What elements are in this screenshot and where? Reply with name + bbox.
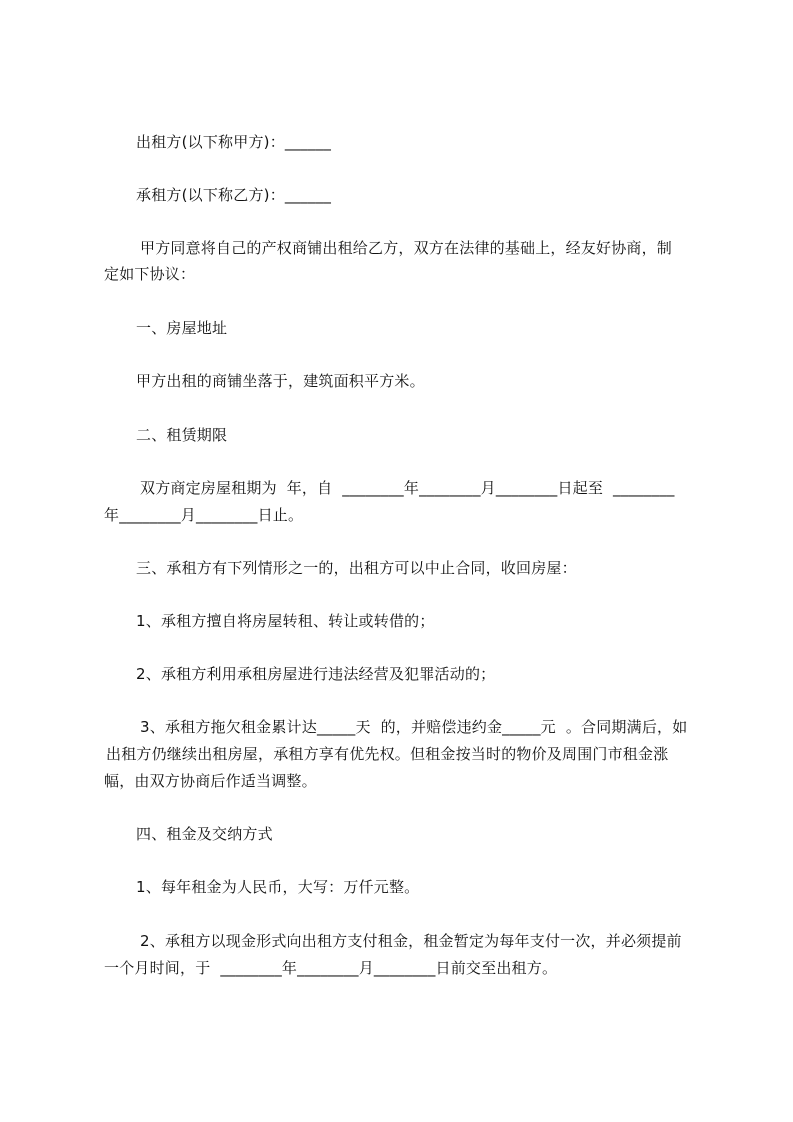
- lessor-line: 出租方(以下称甲方)：______: [136, 133, 332, 151]
- intro-line-2: 定如下协议：: [104, 265, 196, 283]
- section2-body-line-2: 年________月________日止。: [104, 506, 304, 524]
- section3-item1: 1、承租方擅自将房屋转租、转让或转借的；: [136, 612, 435, 630]
- lessee-line: 承租方(以下称乙方)：______: [136, 186, 332, 204]
- section1-body: 甲方出租的商铺坐落于，建筑面积平方米。: [136, 372, 425, 390]
- section3-item2: 2、承租方利用承租房屋进行违法经营及犯罪活动的；: [136, 665, 496, 683]
- section1-heading: 一、房屋地址: [136, 319, 228, 337]
- section3-item3-line-3: 幅，由双方协商后作适当调整。: [104, 772, 317, 790]
- section4-item2-line-1: 2、承租方以现金形式向出租方支付租金，租金暂定为每年支付一次，并必须提前: [140, 932, 682, 950]
- intro-line-1: 甲方同意将自己的产权商铺出租给乙方，双方在法律的基础上，经友好协商，制: [140, 239, 673, 257]
- section4-heading: 四、租金及交纳方式: [136, 825, 273, 843]
- section3-item3-line-2: 出租方仍继续出租房屋，承租方享有优先权。但租金按当时的物价及周围门市租金涨: [106, 745, 669, 763]
- section3-item3-line-1: 3、承租方拖欠租金累计达_____天 的，并赔偿违约金_____元 。合同期满后，如: [140, 718, 688, 736]
- section2-heading: 二、租赁期限: [136, 426, 228, 444]
- section2-body-line-1: 双方商定房屋租期为 年，自 ________年________月________日起至 ________: [140, 479, 675, 497]
- section4-item2-line-2: 一个月时间，于 ________年________月________日前交至出租方。: [104, 959, 558, 977]
- section4-item1: 1、每年租金为人民币，大写：万仟元整。: [136, 878, 420, 896]
- section3-heading: 三、承租方有下列情形之一的，出租方可以中止合同，收回房屋：: [136, 559, 577, 577]
